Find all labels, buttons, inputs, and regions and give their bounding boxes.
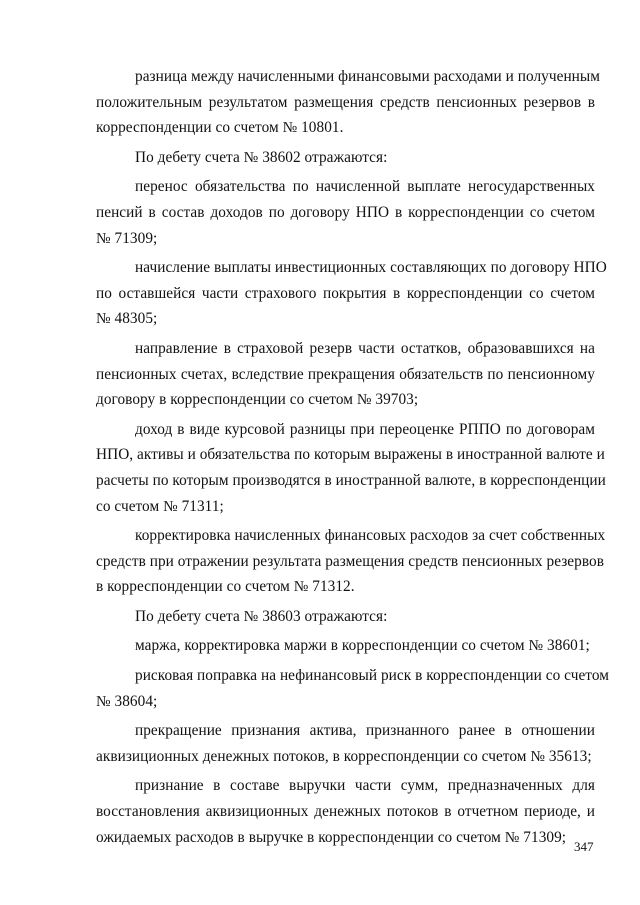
paragraph-8 <box>96 604 595 630</box>
text-line: № 38604; <box>96 692 158 710</box>
paragraph-10 <box>96 663 609 714</box>
page-number: 347 <box>574 839 594 854</box>
text-line: маржа, корректировка маржи в корреспонденции со счетом № 38601; <box>135 637 590 655</box>
text-line: договору в корреспонденции со счетом № 39703; <box>96 391 419 409</box>
paragraph-12 <box>96 773 595 850</box>
text-line: положительным результатом размещения средств пенсионных резервов в <box>96 93 595 111</box>
text-line: начисление выплаты инвестиционных составляющих по договору НПО <box>135 259 607 277</box>
text-line: со счетом № 71311; <box>96 497 224 515</box>
paragraph-2 <box>96 145 595 171</box>
text-line: ожидаемых расходов в выручке в корреспонденции со счетом № 71309; <box>96 828 567 846</box>
text-line: аквизиционных денежных потоков, в корреспонденции со счетом № 35613; <box>96 747 592 765</box>
text-line: расчеты по которым производятся в иностранной валюте, в корреспонденции <box>96 471 606 489</box>
text-line: прекращение признания актива, признанного ранее в отношении <box>135 722 595 740</box>
paragraph-11 <box>96 718 595 769</box>
paragraph-5 <box>96 336 595 413</box>
text-line: признание в составе выручки части сумм, предназначенных для <box>135 777 595 795</box>
text-line: направление в страховой резерв части остатков, образовавшихся на <box>135 339 595 357</box>
text-line: По дебету счета № 38603 отражаются: <box>135 607 388 625</box>
text-line: пенсий в состав доходов по договору НПО в корреспонденции со счетом <box>96 203 595 221</box>
text-line: рисковая поправка на нефинансовый риск в корреспонденции со счетом <box>135 667 609 685</box>
text-line: в корреспонденции со счетом № 71312. <box>96 578 355 596</box>
text-line: корреспонденции со счетом № 10801. <box>96 119 344 137</box>
text-line: № 48305; <box>96 310 158 328</box>
text-line: восстановления аквизиционных денежных потоков в отчетном периоде, и <box>96 803 595 821</box>
text-line: средств при отражении результата размещения средств пенсионных резервов <box>96 552 604 570</box>
text-line: корректировка начисленных финансовых расходов за счет собственных <box>135 527 606 545</box>
paragraph-4 <box>96 255 607 332</box>
text-line: доход в виде курсовой разницы при переоценке РППО по договорам <box>135 420 595 438</box>
text-line: разница между начисленными финансовыми расходами и полученным <box>135 68 600 85</box>
paragraph-7 <box>96 523 606 600</box>
paragraph-9 <box>96 633 595 659</box>
text-line: пенсионных счетах, вследствие прекращения обязательств по пенсионному <box>96 365 595 383</box>
paragraph-6 <box>96 417 606 519</box>
text-line: перенос обязательства по начисленной выплате негосударственных <box>135 178 595 196</box>
text-line: По дебету счета № 38602 отражаются: <box>135 148 388 166</box>
paragraph-3 <box>96 174 595 251</box>
body-text <box>96 64 609 854</box>
text-line: № 71309; <box>96 229 158 247</box>
text-line: НПО, активы и обязательства по которым выражены в иностранной валюте и <box>96 446 605 464</box>
paragraph-1 <box>96 64 600 141</box>
text-line: по оставшейся части страхового покрытия в корреспонденции со счетом <box>96 284 595 302</box>
